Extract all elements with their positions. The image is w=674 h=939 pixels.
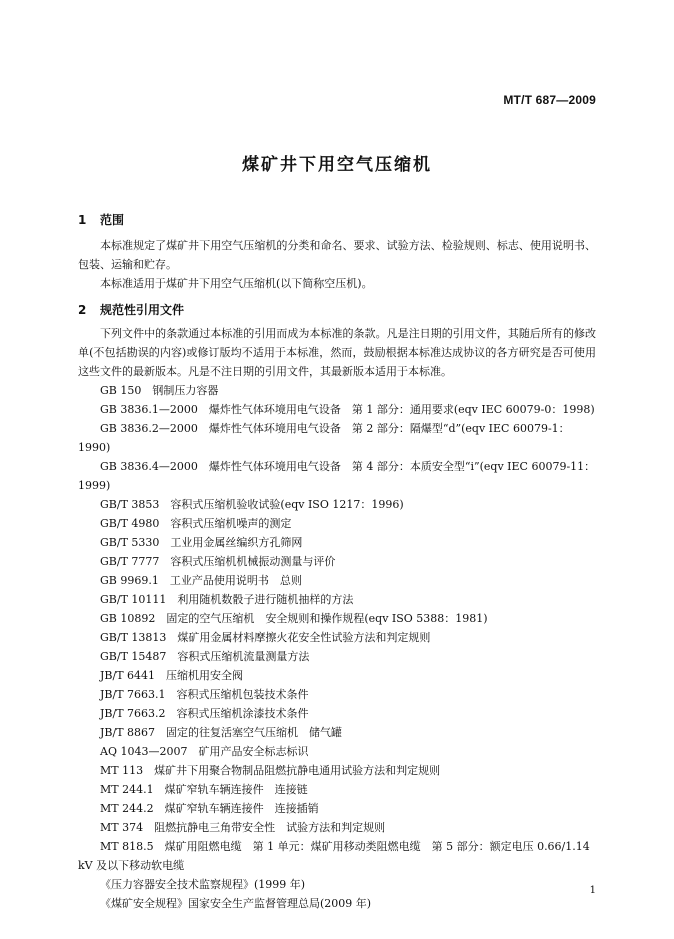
reference-item: GB/T 7777 容积式压缩机机械振动测量与评价 [100, 555, 336, 568]
section-number: 2 [78, 303, 87, 317]
reference-item: GB/T 5330 工业用金属丝编织方孔筛网 [100, 536, 303, 549]
reference-item: GB/T 15487 容积式压缩机流量测量方法 [100, 650, 310, 663]
reference-item: JB/T 8867 固定的往复活塞空气压缩机 储气罐 [100, 726, 343, 739]
reference-item: 《煤矿安全规程》国家安全生产监督管理总局(2009 年) [100, 897, 372, 910]
standard-code: MT/T 687—2009 [503, 93, 596, 107]
reference-list [78, 381, 598, 913]
reference-item: GB 10892 固定的空气压缩机 安全规则和操作规程(eqv ISO 5388：1981) [100, 612, 488, 625]
reference-item: GB/T 4980 容积式压缩机噪声的测定 [100, 517, 292, 530]
page-number: 1 [589, 885, 596, 896]
reference-item: MT 113 煤矿井下用聚合物制品阻燃抗静电通用试验方法和判定规则 [100, 764, 441, 777]
section-title: 规范性引用文件 [100, 303, 185, 317]
reference-item: MT 374 阻燃抗静电三角带安全性 试验方法和判定规则 [100, 821, 386, 834]
normative-intro-paragraph: 下列文件中的条款通过本标准的引用而成为本标准的条款。凡是注日期的引用文件，其随后所有的修改单(不包括勘误的内容)或修订版均不适用于本标准，然而，鼓励根据本标准达成协议的各方研究是否可使用这些文件的最新版本。凡是不注日期的引用文件，其最新版本适用于本标准。 [78, 327, 596, 378]
reference-item: GB/T 13813 煤矿用金属材料摩擦火花安全性试验方法和判定规则 [100, 631, 431, 644]
scope-paragraph-2: 本标准适用于煤矿井下用空气压缩机(以下简称空压机)。 [100, 277, 373, 290]
section-1-heading [78, 211, 124, 228]
reference-item: MT 244.1 煤矿窄轨车辆连接件 连接链 [100, 783, 308, 796]
reference-item: JB/T 6441 压缩机用安全阀 [100, 669, 244, 682]
reference-item: JB/T 7663.1 容积式压缩机包装技术条件 [100, 688, 309, 701]
reference-item: AQ 1043—2007 矿用产品安全标志标识 [100, 745, 309, 758]
document-title: 煤矿井下用空气压缩机 [242, 155, 432, 175]
reference-item: JB/T 7663.2 容积式压缩机涂漆技术条件 [100, 707, 309, 720]
reference-item: MT 244.2 煤矿窄轨车辆连接件 连接插销 [100, 802, 319, 815]
section-number: 1 [78, 213, 87, 227]
reference-item: GB 3836.2—2000 爆炸性气体环境用电气设备 第 2 部分：隔爆型“d”(eqv IEC 60079-1：1990) [78, 422, 570, 454]
reference-item: GB 3836.1—2000 爆炸性气体环境用电气设备 第 1 部分：通用要求(eqv IEC 60079-0：1998) [100, 403, 595, 416]
reference-item: 《压力容器安全技术监察规程》(1999 年) [100, 878, 306, 891]
section-title: 范围 [100, 213, 125, 227]
reference-item: GB/T 10111 利用随机数骰子进行随机抽样的方法 [100, 593, 354, 606]
reference-item: GB 9969.1 工业产品使用说明书 总则 [100, 574, 302, 587]
reference-item: GB 3836.4—2000 爆炸性气体环境用电气设备 第 4 部分：本质安全型“i”(eqv IEC 60079-11：1999) [78, 460, 596, 492]
reference-item: MT 818.5 煤矿用阻燃电缆 第 1 单元：煤矿用移动类阻燃电缆 第 5 部分：额定电压 0.66/1.14 kV 及以下移动软电缆 [78, 840, 590, 872]
reference-item: GB/T 3853 容积式压缩机验收试验(eqv ISO 1217：1996) [100, 498, 404, 511]
reference-item: GB 150 钢制压力容器 [100, 384, 219, 397]
section-2-heading [78, 301, 184, 318]
scope-paragraph-1: 本标准规定了煤矿井下用空气压缩机的分类和命名、要求、试验方法、检验规则、标志、使用说明书、包装、运输和贮存。 [78, 239, 596, 271]
